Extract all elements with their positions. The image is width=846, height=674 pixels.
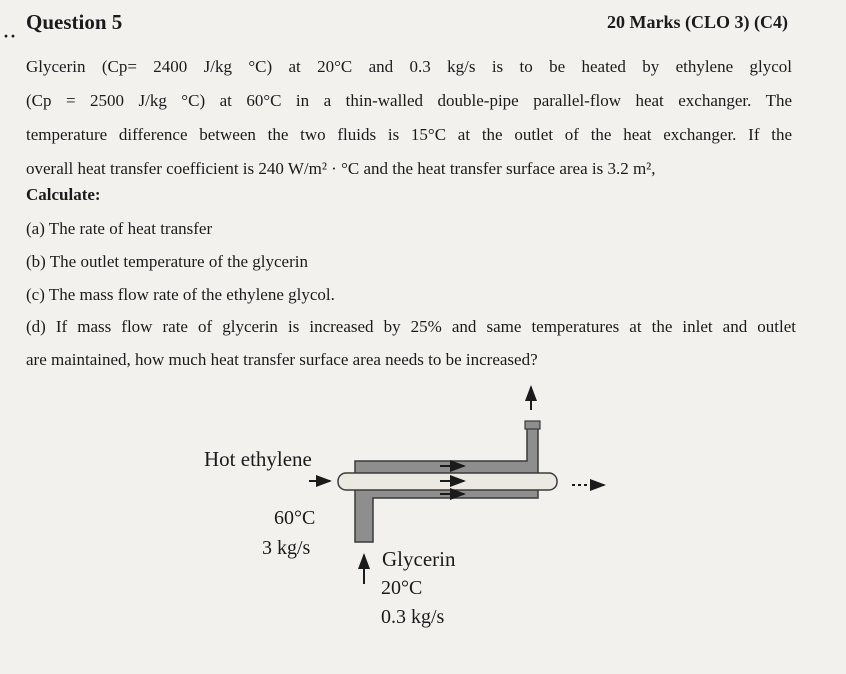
margin-dots: ·· [3,26,18,46]
calculate-label: Calculate: [26,185,101,204]
part-a: (a) The rate of heat transfer [26,219,213,238]
part-d-line-1: (d) If mass flow rate of glycerin is increased by 25% and same temperatures at the inlet and outlet [26,317,796,336]
cold-fluid-label: Glycerin [382,547,456,571]
problem-line-3: temperature difference between the two fluids is 15°C at the outlet of the heat exchanger. If the [26,125,792,144]
problem-line-4: overall heat transfer coefficient is 240 W/m² · °C and the heat transfer surface area is 3.2 m², [26,159,656,178]
problem-line-2: (Cp = 2500 J/kg °C) at 60°C in a thin-walled double-pipe parallel-flow heat exchanger. The [26,91,792,110]
hot-fluid-flow-rate: 3 kg/s [262,537,311,559]
question-title: Question 5 [26,10,123,34]
hot-fluid-label: Hot ethylene [204,447,312,471]
problem-line-1: Glycerin (Cp= 2400 J/kg °C) at 20°C and 0.3 kg/s is to be heated by ethylene glycol [26,57,792,76]
cold-fluid-flow-rate: 0.3 kg/s [381,606,445,628]
part-c: (c) The mass flow rate of the ethylene glycol. [26,285,335,304]
outlet-nozzle [525,421,540,429]
hot-fluid-temperature: 60°C [274,507,316,529]
cold-fluid-temperature: 20°C [381,577,423,599]
part-b: (b) The outlet temperature of the glycerin [26,252,308,271]
part-d-line-2: are maintained, how much heat transfer surface area needs to be increased? [26,350,538,369]
marks-label: 20 Marks (CLO 3) (C4) [607,12,788,32]
